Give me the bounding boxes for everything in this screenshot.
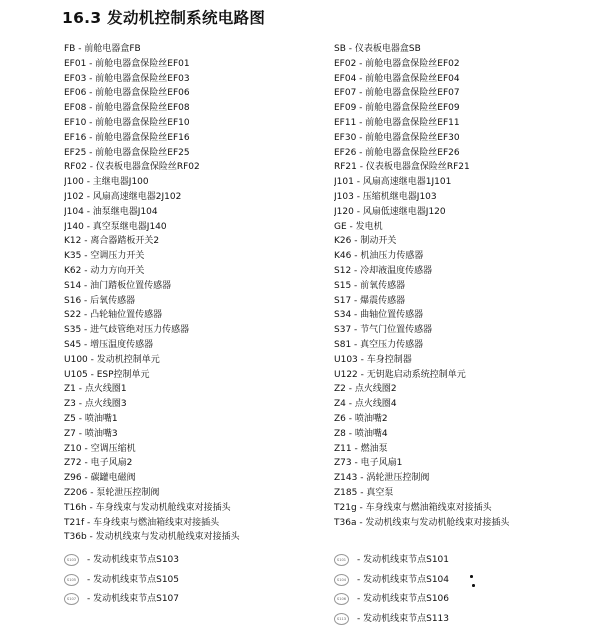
legend-entry: Z2 - 点火线圈2 xyxy=(334,384,397,395)
legend-entry: Z3 - 点火线圈3 xyxy=(64,399,127,410)
legend-entry: Z185 - 真空泵 xyxy=(334,487,394,498)
legend-entry: EF26 - 前舱电器盒保险丝EF26 xyxy=(334,147,460,158)
legend-entry: S15 - 前氧传感器 xyxy=(334,280,406,291)
node-entry xyxy=(334,590,449,608)
legend-entry: J100 - 主继电器J100 xyxy=(64,177,149,188)
legend-entry: J140 - 真空泵继电器J140 xyxy=(64,221,167,232)
legend-entry: EF10 - 前舱电器盒保险丝EF10 xyxy=(64,117,190,128)
legend-entry: T16h - 车身线束与发动机舱线束对接插头 xyxy=(64,502,231,513)
legend-entry: Z143 - 涡轮泄压控制阀 xyxy=(334,473,430,484)
legend-entry: EF07 - 前舱电器盒保险丝EF07 xyxy=(334,88,460,99)
legend-entry: T21g - 车身线束与燃油箱线束对接插头 xyxy=(334,502,492,513)
legend-entry: EF25 - 前舱电器盒保险丝EF25 xyxy=(64,147,190,158)
legend-entry: RF21 - 仪表板电器盒保险丝RF21 xyxy=(334,162,470,173)
node-entry xyxy=(64,590,179,608)
legend-entry: Z8 - 喷油嘴4 xyxy=(334,428,388,439)
node-symbol-icon: S107 xyxy=(64,593,79,605)
legend-entry: Z5 - 喷油嘴1 xyxy=(64,413,118,424)
node-label: - 发动机线束节点S101 xyxy=(357,555,449,565)
node-entry xyxy=(334,571,449,589)
node-entry xyxy=(334,610,449,628)
legend-entry: S12 - 冷却液温度传感器 xyxy=(334,265,433,276)
node-entry xyxy=(334,551,449,569)
legend-entry: EF16 - 前舱电器盒保险丝EF16 xyxy=(64,132,190,143)
legend-entry: S37 - 节气门位置传感器 xyxy=(334,325,433,336)
legend-entry: S45 - 增压温度传感器 xyxy=(64,339,154,350)
legend-entry: K26 - 制动开关 xyxy=(334,236,397,247)
legend-entry: S34 - 曲轴位置传感器 xyxy=(334,310,424,321)
legend-entry: U103 - 车身控制器 xyxy=(334,354,412,365)
legend-entry: EF04 - 前舱电器盒保险丝EF04 xyxy=(334,73,460,84)
legend-entry: EF06 - 前舱电器盒保险丝EF06 xyxy=(64,88,190,99)
legend-entry: RF02 - 仪表板电器盒保险丝RF02 xyxy=(64,162,200,173)
legend-entry: Z206 - 泵轮泄压控制阀 xyxy=(64,487,160,498)
page-title: 16.3 发动机控制系统电路图 xyxy=(62,9,266,27)
legend-entry: J103 - 压缩机继电器J103 xyxy=(334,191,437,202)
node-symbol-icon: S101 xyxy=(334,554,349,566)
legend-entry: S81 - 真空压力传感器 xyxy=(334,339,424,350)
legend-entry: EF09 - 前舱电器盒保险丝EF09 xyxy=(334,103,460,114)
legend-entry: Z72 - 电子风扇2 xyxy=(64,458,133,469)
legend-entry: K46 - 机油压力传感器 xyxy=(334,251,424,262)
legend-entry: FB - 前舱电器盒FB xyxy=(64,44,141,54)
legend-entry: EF02 - 前舱电器盒保险丝EF02 xyxy=(334,58,460,69)
node-symbol-icon: S103 xyxy=(64,554,79,566)
legend-entry: Z73 - 电子风扇1 xyxy=(334,458,403,469)
legend-entry: T21f - 车身线束与燃油箱线束对接插头 xyxy=(64,517,220,528)
node-label: - 发动机线束节点S106 xyxy=(357,594,449,604)
node-label: - 发动机线束节点S113 xyxy=(357,613,449,624)
legend-entry: EF11 - 前舱电器盒保险丝EF11 xyxy=(334,117,460,128)
legend-entry: EF01 - 前舱电器盒保险丝EF01 xyxy=(64,58,190,69)
legend-entry: U122 - 无钥匙启动系统控制单元 xyxy=(334,369,466,380)
legend-entry: SB - 仪表板电器盒SB xyxy=(334,44,421,54)
legend-entry: T36b - 发动机线束与发动机舱线束对接插头 xyxy=(64,532,240,543)
legend-entry: K35 - 空调压力开关 xyxy=(64,251,145,262)
legend-entry: T36a - 发动机线束与发动机舱线束对接插头 xyxy=(334,517,510,528)
node-symbol-icon: S104 xyxy=(334,574,349,586)
legend-entry: S35 - 进气歧管绝对压力传感器 xyxy=(64,325,190,336)
legend-entry: EF08 - 前舱电器盒保险丝EF08 xyxy=(64,103,190,114)
legend-entry: Z96 - 碳罐电磁阀 xyxy=(64,473,136,484)
legend-entry: J104 - 油泵继电器J104 xyxy=(64,206,158,217)
legend-entry: Z6 - 喷油嘴2 xyxy=(334,413,388,424)
node-symbol-icon: S105 xyxy=(64,574,79,586)
legend-entry: K12 - 离合器踏板开关2 xyxy=(64,236,160,247)
legend-entry: GE - 发电机 xyxy=(334,221,383,232)
node-symbol-icon: S113 xyxy=(334,613,349,625)
node-label: - 发动机线束节点S105 xyxy=(87,574,179,585)
node-label: - 发动机线束节点S107 xyxy=(87,594,179,604)
legend-entry: J102 - 风扇高速继电器2J102 xyxy=(64,191,182,202)
stray-dot xyxy=(472,584,475,587)
legend-entry: Z10 - 空调压缩机 xyxy=(64,443,136,454)
legend-entry: J101 - 风扇高速继电器1J101 xyxy=(334,177,452,188)
node-entry xyxy=(64,571,179,589)
legend-entry: K62 - 动力方向开关 xyxy=(64,265,145,276)
legend-entry: EF30 - 前舱电器盒保险丝EF30 xyxy=(334,132,460,143)
node-label: - 发动机线束节点S103 xyxy=(87,555,179,565)
node-symbol-icon: S106 xyxy=(334,593,349,605)
legend-entry: S17 - 爆震传感器 xyxy=(334,295,406,306)
legend-entry: EF03 - 前舱电器盒保险丝EF03 xyxy=(64,73,190,84)
legend-entry: S14 - 油门踏板位置传感器 xyxy=(64,280,172,291)
node-entry xyxy=(64,551,179,569)
legend-entry: J120 - 风扇低速继电器J120 xyxy=(334,206,446,217)
legend-left-column xyxy=(64,42,326,545)
node-label: - 发动机线束节点S104 xyxy=(357,574,449,585)
stray-dot xyxy=(470,575,473,578)
legend-entry: Z4 - 点火线圈4 xyxy=(334,399,397,410)
legend-entry: Z1 - 点火线圈1 xyxy=(64,384,127,395)
legend-entry: Z11 - 燃油泵 xyxy=(334,443,388,454)
legend-right-column xyxy=(334,42,596,530)
legend-entry: U105 - ESP控制单元 xyxy=(64,369,150,380)
legend-entry: Z7 - 喷油嘴3 xyxy=(64,428,118,439)
legend-entry: S22 - 凸轮轴位置传感器 xyxy=(64,310,163,321)
legend-entry: S16 - 后氧传感器 xyxy=(64,295,136,306)
legend-entry: U100 - 发动机控制单元 xyxy=(64,354,160,365)
